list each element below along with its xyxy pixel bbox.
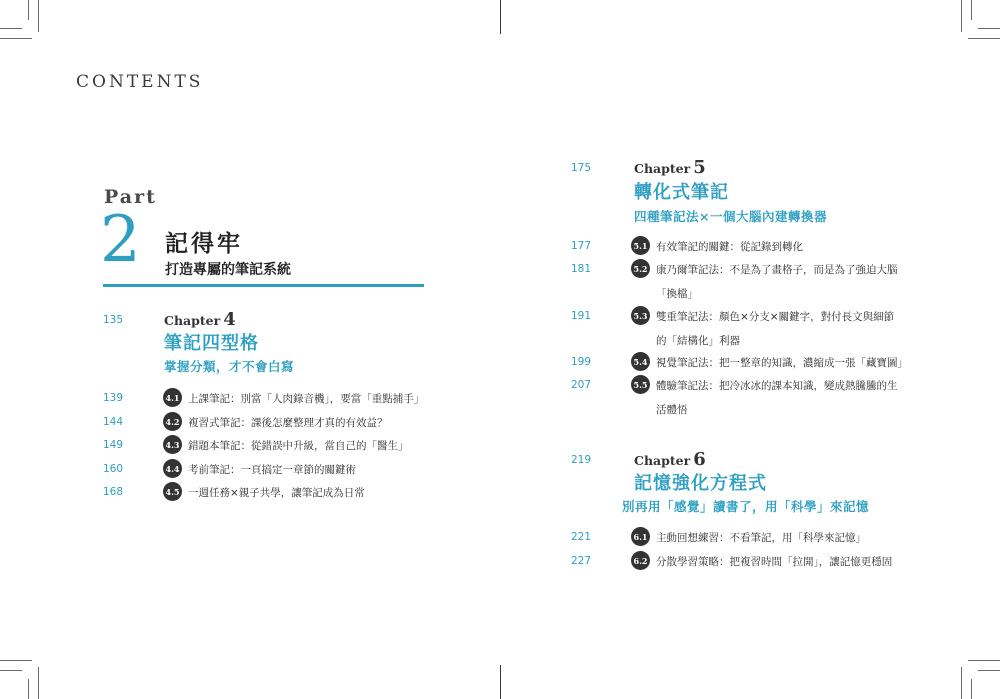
section-badge: 6.2 [631,551,650,570]
section-title[interactable]: 視覺筆記法：把一整章的知識，濃縮成一張「藏寶圖」 [656,357,908,369]
crop-mark [961,667,962,699]
crop-mark [978,28,1000,29]
section-title[interactable]: 考前筆記：一頁搞定一章節的關鍵術 [188,464,356,476]
section-badge: 4.5 [163,482,182,501]
section-title[interactable]: 錯題本筆記：從錯誤中升級，當自己的「醫生」 [188,440,409,452]
chapter-title[interactable]: 轉化式筆記 [634,182,729,203]
section-page-number[interactable]: 207 [571,379,592,391]
crop-mark [38,667,39,699]
chapter-number: 6 [693,449,706,470]
crop-mark [0,670,22,671]
section-title[interactable]: 分散學習策略：把複習時間「拉開」，讓記憶更穩固 [656,556,893,568]
section-page-number[interactable]: 144 [103,416,124,428]
section-title-continued: 活體悟 [656,404,688,416]
section-title[interactable]: 康乃爾筆記法：不是為了畫格子，而是為了強迫大腦 [656,264,898,276]
chapter-label [634,157,706,178]
chapter-page-number[interactable]: 135 [103,314,124,326]
section-page-number[interactable]: 149 [103,439,124,451]
crop-mark [961,0,962,32]
section-title[interactable]: 主動回想練習：不看筆記，用「科學來記憶」 [656,532,866,544]
crop-mark [38,0,39,32]
chapter-label [164,309,236,330]
chapter-number: 4 [223,309,236,330]
section-page-number[interactable]: 221 [571,531,592,543]
section-title-continued: 「換檔」 [656,288,698,300]
section-badge: 4.1 [163,388,182,407]
section-badge: 5.5 [631,375,650,394]
section-page-number[interactable]: 227 [571,555,592,567]
registration-mark [500,665,501,699]
chapter-word: Chapter [634,453,691,468]
chapter-title[interactable]: 筆記四型格 [164,333,259,354]
chapter-label [634,449,706,470]
section-title-continued: 的「結構化」利器 [656,335,740,347]
chapter-title[interactable]: 記憶強化方程式 [634,473,767,494]
chapter-number: 5 [693,157,706,178]
crop-mark [978,670,1000,671]
chapter-page-number[interactable]: 175 [571,162,592,174]
crop-mark [0,28,22,29]
section-title[interactable]: 雙重筆記法：顏色×分支×關鍵字，對付長文與細節 [656,311,895,323]
section-badge: 6.1 [631,527,650,546]
crop-mark [971,0,972,20]
crop-mark [28,0,29,20]
crop-mark [0,660,32,661]
section-badge: 5.4 [631,352,650,371]
section-page-number[interactable]: 181 [571,263,592,275]
crop-mark [0,38,32,39]
section-badge: 4.4 [163,459,182,478]
part-divider [103,284,424,287]
section-page-number[interactable]: 139 [103,392,124,404]
crop-mark [968,38,1000,39]
part-subtitle: 打造專屬的筆記系統 [165,262,291,278]
section-title[interactable]: 有效筆記的關鍵：從記錄到轉化 [656,241,803,253]
section-page-number[interactable]: 168 [103,486,124,498]
section-page-number[interactable]: 177 [571,240,592,252]
section-badge: 5.2 [631,259,650,278]
section-badge: 4.2 [163,412,182,431]
part-number: 2 [100,203,141,277]
section-page-number[interactable]: 160 [103,463,124,475]
chapter-subtitle: 掌握分類，才不會白寫 [164,359,295,374]
section-badge: 4.3 [163,435,182,454]
part-label: Part [104,186,157,208]
chapter-word: Chapter [634,161,691,176]
chapter-subtitle: 別再用「感覺」讀書了，用「科學」來記憶 [622,499,870,514]
crop-mark [28,679,29,699]
chapter-word: Chapter [164,313,221,328]
chapter-page-number[interactable]: 219 [571,454,592,466]
chapter-subtitle: 四種筆記法×一個大腦內建轉換器 [634,209,827,224]
section-title[interactable]: 上課筆記：別當「人肉錄音機」，要當「重點捕手」 [188,393,425,405]
part-title: 記得牢 [165,230,243,257]
section-page-number[interactable]: 199 [571,356,592,368]
section-badge: 5.1 [631,236,650,255]
section-page-number[interactable]: 191 [571,310,592,322]
section-title[interactable]: 複習式筆記：課後怎麼整理才真的有效益？ [188,417,388,429]
section-badge: 5.3 [631,306,650,325]
registration-mark [500,0,501,34]
section-title[interactable]: 體驗筆記法：把冷冰冰的課本知識，變成熱騰騰的生 [656,380,898,392]
contents-heading: CONTENTS [76,72,204,92]
section-title[interactable]: 一週任務×親子共學，讓筆記成為日常 [188,487,365,499]
crop-mark [968,660,1000,661]
crop-mark [971,679,972,699]
